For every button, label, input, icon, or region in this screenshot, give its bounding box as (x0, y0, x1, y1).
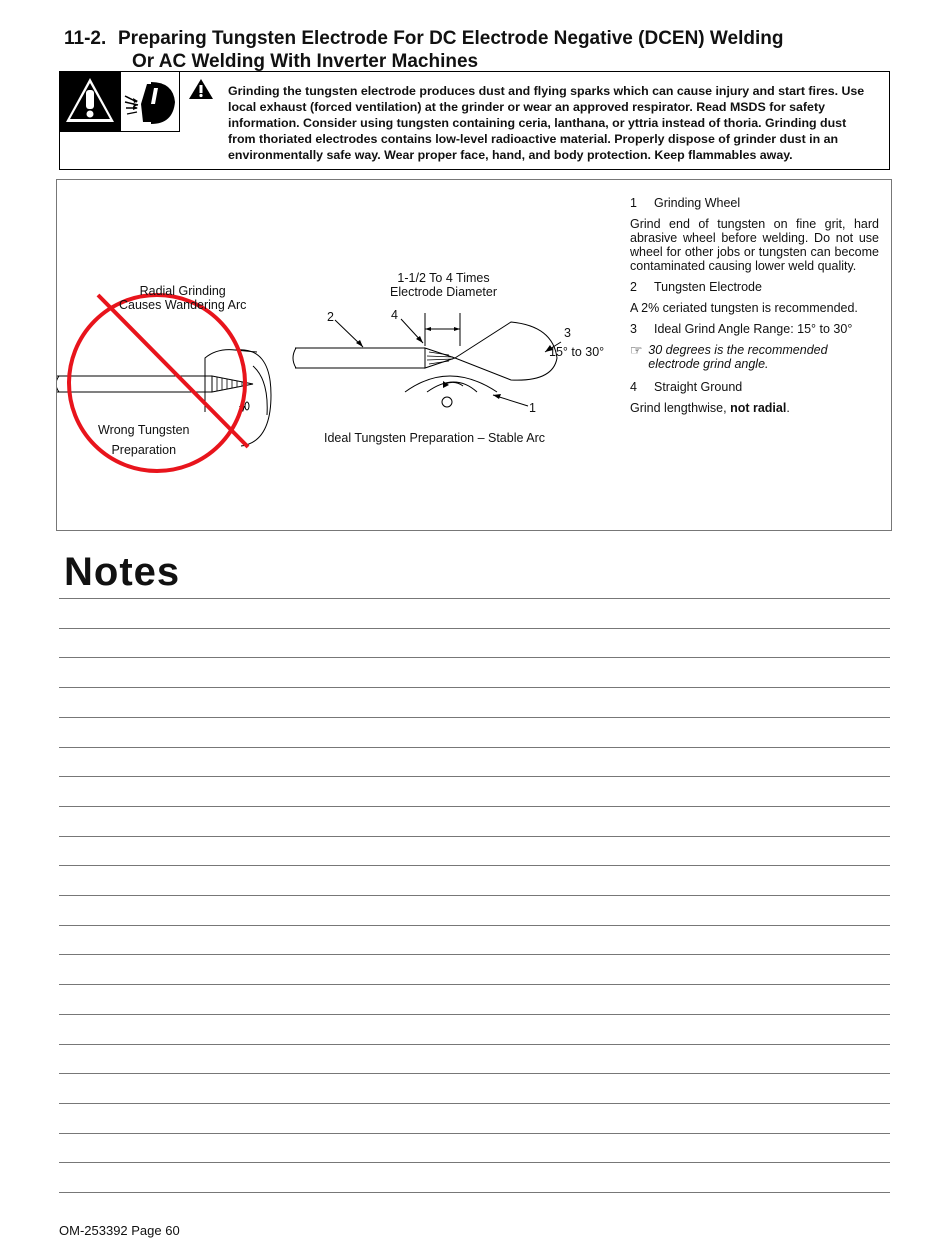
notes-rule-line (59, 717, 890, 718)
note-item-3: 3 Ideal Grind Angle Range: 15° to 30° (630, 322, 853, 336)
section-title (64, 27, 783, 73)
notes-heading: Notes (64, 550, 181, 594)
wrong-tungsten-label: Wrong Tungsten Preparation (98, 423, 190, 457)
notes-rule-line (59, 747, 890, 748)
notes-rule-line (59, 954, 890, 955)
ideal-prep-illustration (293, 313, 561, 407)
notes-rule-line (59, 776, 890, 777)
note-item-4-desc: Grind lengthwise, not radial. (630, 401, 790, 415)
note-item-1: 1 Grinding Wheel (630, 196, 741, 210)
section-title-line1: Preparing Tungsten Electrode For DC Electrode Negative (DCEN) Welding (118, 28, 784, 49)
notes-rule-line (59, 1162, 890, 1163)
recommendation-text: 30 degrees is the recommended electrode grind angle. (648, 343, 828, 371)
notes-rule-line (59, 925, 890, 926)
notes-rule-line (59, 1044, 890, 1045)
notes-rule-line (59, 984, 890, 985)
exclamation-hazard-icon (60, 72, 120, 132)
section-title-line2: Or AC Welding With Inverter Machines (132, 51, 479, 72)
notes-rule-line (59, 1014, 890, 1015)
figure-caption: Ideal Tungsten Preparation – Stable Arc (324, 431, 545, 445)
recommendation-note (630, 343, 879, 371)
note-item-2: 2 Tungsten Electrode (630, 280, 762, 294)
notes-rule-line (59, 598, 890, 599)
page-footer: OM-253392 Page 60 (59, 1223, 180, 1238)
callout-3: 3 (564, 326, 571, 340)
pointing-hand-icon: ☞ (630, 342, 643, 358)
warning-text: Grinding the tungsten electrode produces dust and flying sparks which can cause injury and start fires. Use local exhaust (forced ventilation) at the grinder or wear an approved respirator. Read MSDS for safety information. Consider using tungsten containing ceria, lanthana, or yttria instead of thoria. Grinding dust from thoriated electrodes contains low-level radioactive material. Properly dispose of grinder dust in an environmentally safe way. Wear proper face, hand, and body protection. Keep flammables away. (228, 84, 865, 162)
section-number: 11-2. (64, 28, 107, 49)
angle-label: 15° to 30° (549, 345, 605, 359)
note-item-2-desc: A 2% ceriated tungsten is recommended. (630, 301, 858, 315)
side-notes (630, 196, 879, 422)
notes-rule-line (59, 1103, 890, 1104)
radial-grinding-label: Radial Grinding Causes Wandering Arc (119, 284, 247, 312)
callout-2: 2 (327, 310, 334, 324)
notes-rule-line (59, 895, 890, 896)
notes-rule-line (59, 806, 890, 807)
notes-rule-line (59, 628, 890, 629)
notes-rule-line (59, 836, 890, 837)
notes-rule-line (59, 865, 890, 866)
callout-1: 1 (529, 401, 536, 415)
notes-rule-line (59, 657, 890, 658)
face-shield-icon (120, 72, 180, 132)
note-item-1-desc: Grind end of tungsten on fine grit, hard abrasive wheel before welding. Do not use wheel for other jobs or tungsten can become contaminated causing lower weld quality. (630, 217, 879, 273)
notes-rule-line (59, 1073, 890, 1074)
electrode-length-label: 1-1/2 To 4 Times Electrode Diameter (390, 271, 497, 299)
hazard-icons (60, 72, 180, 132)
notes-rule-line (59, 687, 890, 688)
note-item-4: 4 Straight Ground (630, 380, 743, 394)
callout-4: 4 (391, 308, 398, 322)
warning-triangle-icon (188, 78, 214, 100)
notes-rule-line (59, 1133, 890, 1134)
warning-box (59, 71, 890, 170)
notes-rule-line (59, 1192, 890, 1193)
